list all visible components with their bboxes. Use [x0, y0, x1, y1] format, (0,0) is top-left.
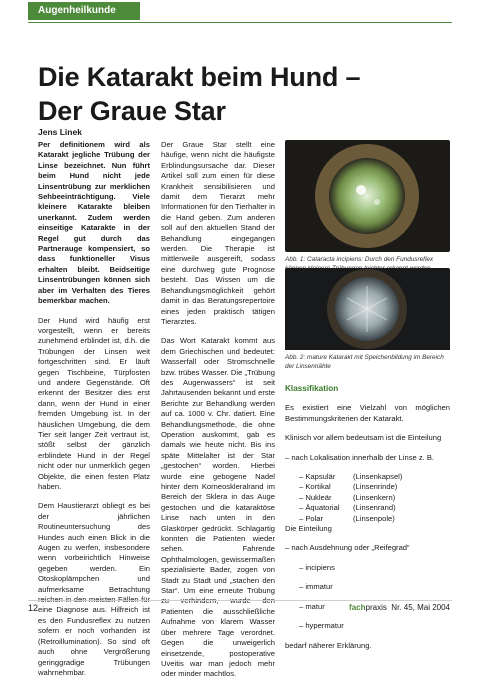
eye-photo-1 — [285, 140, 450, 252]
title-line-2: Der Graue Star — [38, 96, 226, 126]
header-divider — [28, 22, 452, 23]
paragraph: Das Wort Katarakt kommt aus dem Griechischen und bedeutet: Wasserfall oder Stromschnelle bzw. trübes Wasser. Die „Trübung des Augenwassers“ ist seit Jahrtausenden bekannt und erste Berichte zur Behandlung werden auf ca. 1000 v. Chr. datiert. Eine Behandlungsmethode, die ohne Operation auskommt, gab es damals wie heute nicht. Bis ins späte Mittelalter ist der Star „gestochen“ worden. Hierbei wurde eine gebogene Nadel hinter dem Korneoskleralrand im Bereich der Sklera in das Auge gestochen und die kataraktöse Linse nach unten in den Glaskörper gedrückt. Schlagartig konnten die Patienten wieder sehen. Fahrende Ophthalmologen, gewissermaßen spezialisierte Bader, zogen von Stadt zu Stadt und „stachen den Star“. Um eine erneute Trübung Patienten die ausschließliche Aufnahme von klarem Wasser über mehrere Tage verordnet. Gegen die unweigerlich einsetzende, postoperative Uveitis war man jedoch mehr oder minder machtlos. — [161, 336, 275, 679]
paragraph: Dem Haustierarzt obliegt es bei der jährlichen Routineuntersuchung des Hundes auch einen Blick in die Augen zu werfen, insbesondere wenn vorbeirichtlich Hinweise gegeben werden. Ein Otoskoplämpchen und aufmerksame Betrachtung eine Diagnose aus. Hilfreich ist es den Fundusreflex zu nutzen sofern er noch vorhanden ist (Retroillumination). So sind oft auch ohne Vergrößerung geringgradige Trübungen wahrnehmbar. — [38, 501, 150, 677]
lead-paragraph: Per definitionem wird als Katarakt jegliche Trübung der Linse bezeichnet. Nun führt beim Hund nicht jede Linsentrübung zur merklichen Sehbeeinträchtigung. Viele kleinere Katarakte bleiben unerkannt. Zudem werden einseitige Katarakte in der Regel gut durch das Partnerauge kompensiert, so dass funktioneller Visus erhalten bleibt. Beidseitige Linsentrübungen können sich aber im Verhalten des Tieres bemerkbar machen. — [38, 140, 150, 306]
column-2 — [161, 140, 275, 689]
article-title — [38, 60, 360, 128]
column-1 — [38, 140, 150, 687]
paragraph: bedarf näherer Erklärung. — [285, 640, 372, 650]
list-item: – Kapsulär (Linsenkapsel) — [299, 472, 403, 482]
footer-brand — [349, 603, 450, 612]
page-number: 12 — [28, 603, 39, 613]
list-title: – nach Ausdehnung oder „Reifegrad“ — [285, 543, 410, 553]
list-item: – Nukleär (Linsenkern) — [299, 492, 396, 502]
list-item: – incipiens — [299, 562, 335, 572]
author-name: Jens Linek — [38, 127, 82, 137]
eye-image-mature-cataract — [285, 268, 450, 350]
paragraph: Die Einteilung — [285, 524, 332, 534]
section-label: Augenheilkunde — [28, 2, 140, 20]
issue-info: Nr. 45, Mai 2004 — [391, 603, 450, 612]
column-3 — [285, 384, 450, 660]
list-item: – hypermatur — [299, 621, 344, 631]
list-item: – Polar (Linsenpole) — [299, 513, 395, 523]
paragraph: Der Hund wird häufig erst vorgestellt, wenn er bereits zunehmend erblindet ist, d.h. die Trübungen der Linsen weit fortgeschritten sind. Er läuft gegen Tischbeine, Türpfosten und andere Gegenstände. Oft erkennt der Besitzer dies erst dann, wenn der Hund in einer fremden Umgebung ist. In der häuslichen Umgebung, die dem Tier seit langer Zeit vertraut ist, stößt selbst der gänzlich erblindete Hund in der Regel nicht oder nur unmerklich gegen Objekte, die einen festen Platz haben. — [38, 315, 150, 491]
paragraph: Klinisch vor allem bedeutsam ist die Einteilung — [285, 433, 442, 443]
brand-logo: fachpraxis — [349, 603, 387, 612]
footer-divider — [28, 600, 452, 601]
section-heading: Klassifikation — [285, 384, 339, 393]
title-line-1: Die Katarakt beim Hund – — [38, 62, 361, 92]
paragraph: Es existiert eine Vielzahl von möglichen Bestimmungskriterien der Katarakt. — [285, 403, 450, 423]
paragraph: Der Graue Star stellt eine häufige, wenn nicht die häufigste Erblindungsursache dar. Dieser Artikel soll zum einen für diese Krankheit sensibilisieren und damit dem Tierarzt mehr Informationen für den Tierhalter in die Hand geben. Zum anderen soll auf den aktuellen Stand der Behandlung eingegangen werden. Die Therapie ist mittlerweile ausgereift, sodass eine durchweg gute Prognose besteht. Das Wissen um die Behandlungsmöglichkeit gehört damit in das Beratungsrepertoire eines jeden praktisch tätigen Tierarztes. — [161, 140, 275, 326]
list-item: – immatur — [299, 582, 333, 592]
list-item: – Kortikal (Linsenrinde) — [299, 482, 398, 492]
figure-caption-2: Abb. 2: mature Katarakt mit Speichenbildung im Bereich der Linsennähte — [285, 354, 444, 370]
eye-image-incipient-cataract — [285, 140, 450, 252]
figure-caption-1: Abb. 1: Cataracta incipiens: Durch den Fundusreflex — [285, 256, 434, 263]
list-item: – matur — [299, 601, 325, 611]
header-bar — [0, 0, 480, 22]
list-title: – nach Lokalisation innerhalb der Linse z. B. — [285, 452, 435, 462]
list-item: – Äquatorial (Linsenrand) — [299, 503, 396, 513]
